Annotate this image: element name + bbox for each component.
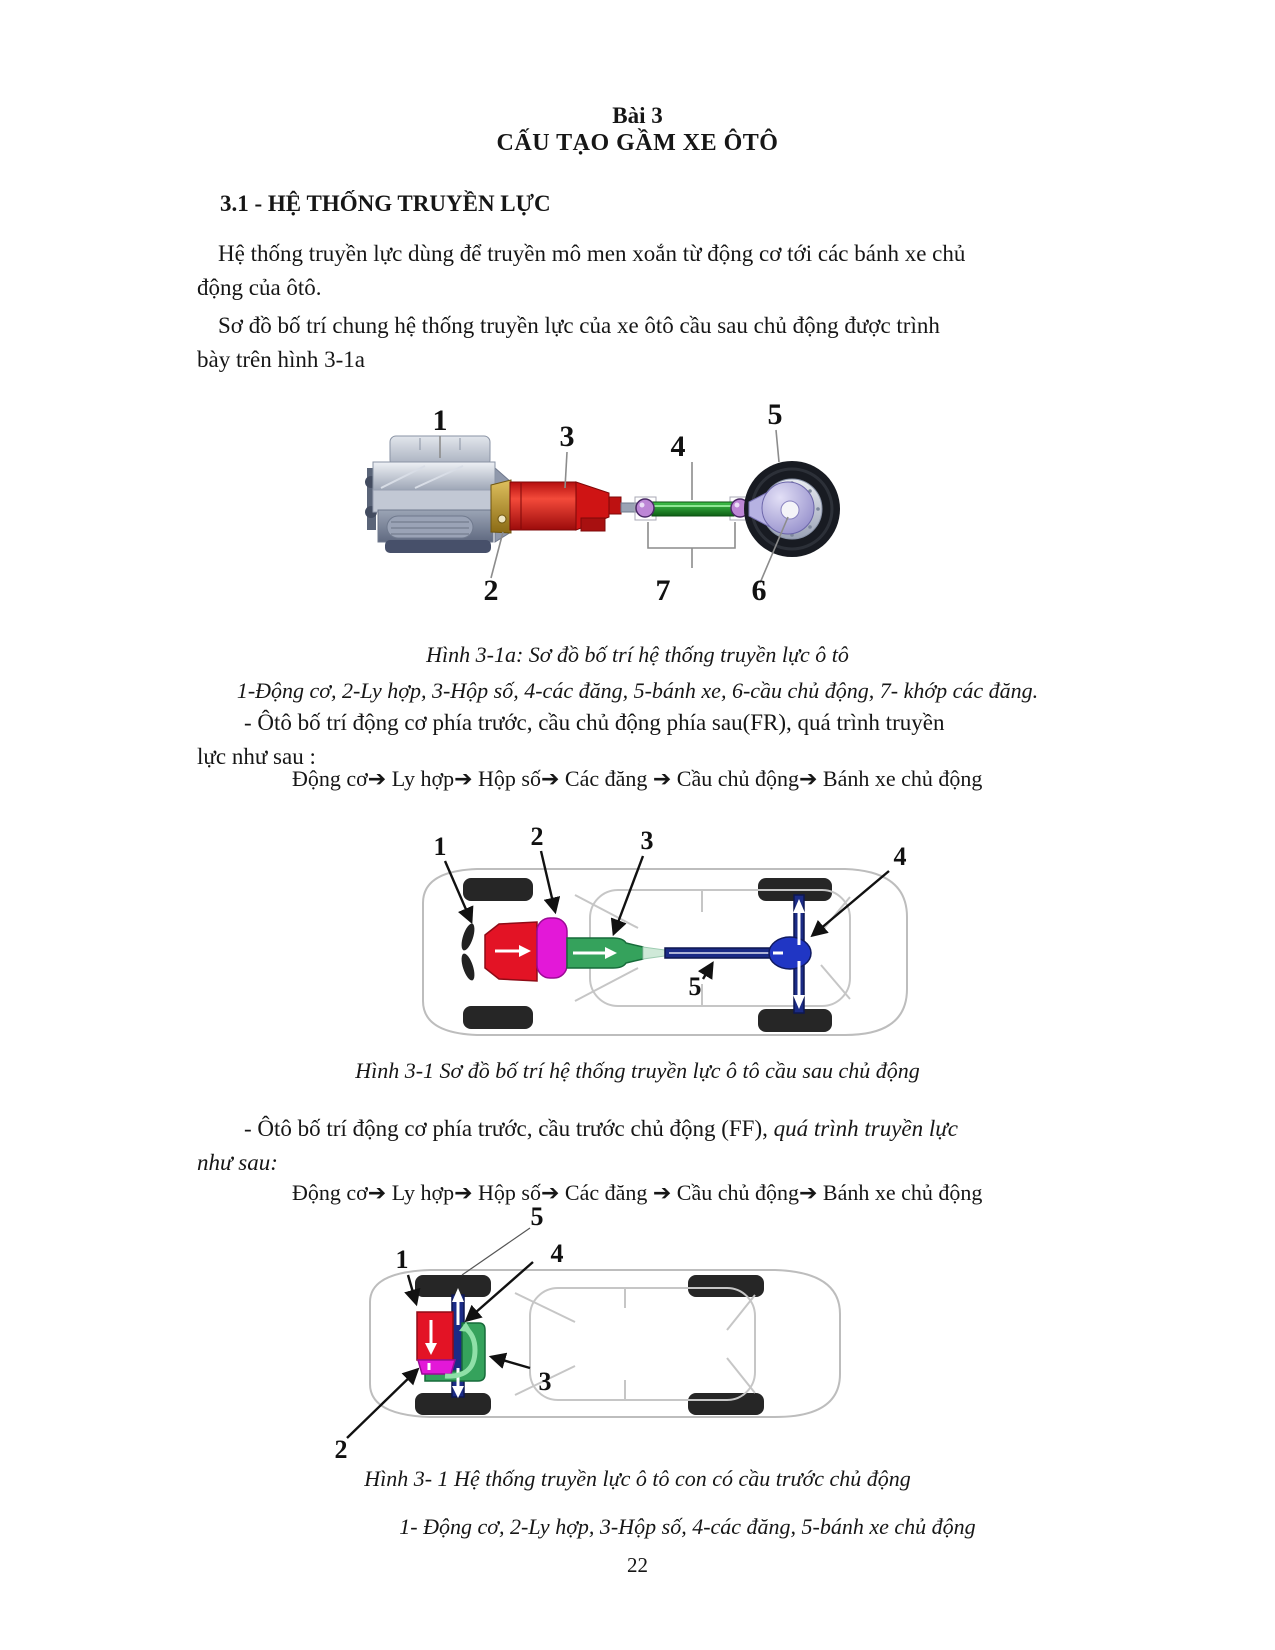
- label-2: 2: [483, 574, 499, 605]
- paragraph-line: như sau:: [197, 1150, 278, 1175]
- wheel: [688, 1275, 764, 1297]
- label-4: 4: [893, 842, 907, 871]
- figure-3-1-caption: Hình 3-1 Sơ đồ bố trí hệ thống truyền lực ô tô cầu sau chủ động: [355, 1058, 920, 1083]
- clutch: [491, 480, 511, 533]
- hub: [781, 501, 799, 519]
- figure-3-1a-powertrain-diagram: [345, 390, 845, 605]
- power-flow-fr: Động cơ➔ Ly hợp➔ Hộp số➔ Các đăng ➔ Cầu chủ động➔ Bánh xe chủ động: [292, 766, 983, 791]
- wheel: [463, 1006, 533, 1029]
- label-5: 5: [688, 972, 702, 1001]
- page-number: 22: [627, 1553, 648, 1577]
- label-3: 3: [538, 1367, 552, 1396]
- label-4: 4: [670, 430, 686, 463]
- label-3: 3: [559, 420, 575, 453]
- paragraph-line: bày trên hình 3-1a: [197, 347, 365, 372]
- wheel: [688, 1393, 764, 1415]
- figure-3-1a-legend: 1-Động cơ, 2-Ly hợp, 3-Hộp số, 4-các đăng, 5-bánh xe, 6-cầu chủ động, 7- khớp các đăng.: [236, 678, 1039, 703]
- paragraph-ff: [197, 1112, 1082, 1180]
- figure-3-1-fwd-caption: Hình 3- 1 Hệ thống truyền lực ô tô con có cầu trước chủ động: [364, 1466, 911, 1491]
- paragraph-layout: [197, 309, 1082, 377]
- label-4: 4: [550, 1239, 564, 1268]
- label-1: 1: [433, 832, 447, 861]
- paragraph-line: [197, 1112, 1082, 1146]
- paragraph-text: - Ôtô bố trí động cơ phía trước, cầu trước chủ động (FF),: [244, 1116, 774, 1141]
- label-5: 5: [767, 398, 783, 431]
- figure-3-1-fwd-diagram: [325, 1200, 855, 1465]
- paragraph-line: lực như sau :: [197, 744, 316, 769]
- wheel: [463, 878, 533, 901]
- driveshaft: [635, 497, 751, 520]
- label-7: 7: [655, 574, 671, 605]
- label-6: 6: [751, 574, 767, 605]
- figure-3-1-fwd-legend: 1- Động cơ, 2-Ly hợp, 3-Hộp số, 4-các đăng, 5-bánh xe chủ động: [399, 1514, 976, 1539]
- label-5: 5: [530, 1202, 544, 1231]
- clutch: [537, 918, 567, 978]
- engine: [417, 1312, 453, 1360]
- label-1: 1: [432, 404, 448, 437]
- label-2: 2: [530, 822, 544, 851]
- universal-joint: [636, 499, 654, 517]
- paragraph-fr: [197, 706, 1082, 774]
- label-2: 2: [334, 1435, 348, 1464]
- figure-3-1-rwd-diagram: [415, 785, 915, 1040]
- paragraph-line: Hệ thống truyền lực dùng để truyền mô men xoắn từ động cơ tới các bánh xe chủ: [218, 241, 966, 266]
- paragraph-line: Sơ đồ bố trí chung hệ thống truyền lực của xe ôtô cầu sau chủ động được trình: [218, 313, 940, 338]
- section-heading: 3.1 - HỆ THỐNG TRUYỀN LỰC: [220, 191, 551, 216]
- power-flow-ff: Động cơ➔ Ly hợp➔ Hộp số➔ Các đăng ➔ Cầu chủ động➔ Bánh xe chủ động: [292, 1180, 983, 1205]
- figure-3-1a-caption: Hình 3-1a: Sơ đồ bố trí hệ thống truyền lực ô tô: [426, 642, 849, 667]
- wheel-and-axle: [744, 461, 840, 557]
- label-1: 1: [395, 1245, 409, 1274]
- page-title: CẤU TẠO GẦM XE ÔTÔ: [496, 130, 779, 156]
- clutch: [418, 1360, 455, 1374]
- paragraph-line: động của ôtô.: [197, 275, 322, 300]
- lesson-number: Bài 3: [612, 103, 663, 128]
- gearbox: [510, 482, 637, 531]
- paragraph-intro: [197, 237, 1082, 305]
- paragraph-line: - Ôtô bố trí động cơ phía trước, cầu chủ động phía sau(FR), quá trình truyền: [244, 710, 945, 735]
- engine: [365, 436, 511, 553]
- label-3: 3: [640, 826, 654, 855]
- paragraph-text-italic: quá trình truyền lực: [773, 1116, 959, 1141]
- wheel: [415, 1275, 491, 1297]
